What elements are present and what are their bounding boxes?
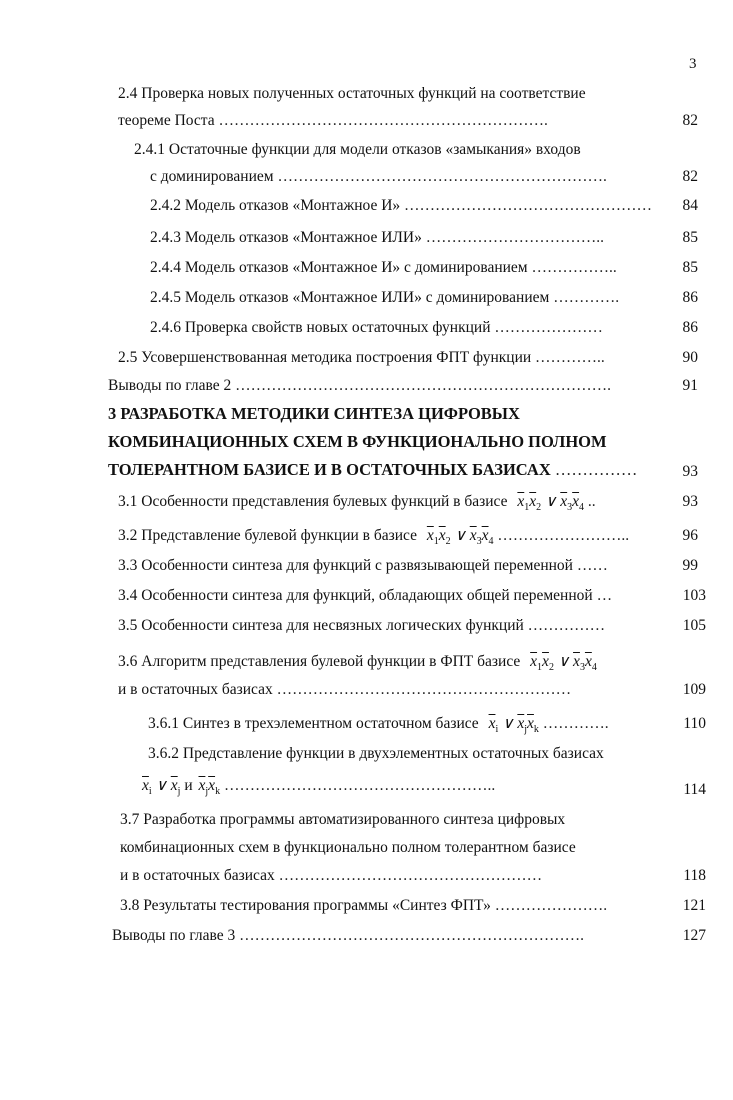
toc-entry-text: 3.8 Результаты тестирования программы «Синтез ФПТ»: [120, 897, 491, 914]
toc-entry-conclusions-2[interactable]: Выводы по главе 2 ……………………………………………………………….: [108, 377, 612, 394]
toc-entry-2-4-2[interactable]: 2.4.2 Модель отказов «Монтажное И» …………………………………………: [150, 197, 653, 214]
formula-xi-or-xjxk: $\overline{x}_i$ ∨ $\overline{x}_j\overline{x}_k$: [488, 715, 539, 736]
toc-chapter-3-heading-line1[interactable]: [108, 404, 520, 424]
toc-entry-text: 2.5 Усовершенствованная методика построения ФПТ функции: [118, 349, 532, 366]
toc-entry-text: 3.6.1 Синтез в трехэлементном остаточном базисе: [148, 715, 479, 732]
toc-entry-text: и в остаточных базисах: [118, 681, 273, 698]
formula-x1x2-or-x3x4: $\overline{x}_1\overline{x}_2$ ∨ $\overline{x}_3\overline{x}_4$: [426, 527, 494, 548]
toc-entry-text: 2.4.5 Модель отказов «Монтажное ИЛИ» с доминированием: [150, 289, 550, 306]
toc-entry-2-4-3[interactable]: 2.4.3 Модель отказов «Монтажное ИЛИ» ……………………………..: [150, 229, 604, 246]
toc-entry-2-4-1[interactable]: [134, 140, 581, 160]
toc-entry-text: 3.6.2 Представление функции в двухэлементных остаточных базисах: [148, 745, 604, 762]
toc-page-number: 82: [682, 168, 698, 185]
toc-page-number: 85: [682, 229, 698, 246]
toc-entry-3-4[interactable]: 3.4 Особенности синтеза для функций, обладающих общей переменной …: [118, 587, 613, 604]
toc-entry-3-2[interactable]: 3.2 Представление булевой функции в базисе $\overline{x}_1\overline{x}_2$ ∨ $\overline{x}_3\overline{x}_4$ ……………………..: [118, 527, 630, 548]
toc-entry-text: с доминированием: [150, 168, 274, 185]
toc-entry-text: 3 РАЗРАБОТКА МЕТОДИКИ СИНТЕЗА ЦИФРОВЫХ: [108, 404, 520, 423]
toc-page-number: 114: [683, 781, 706, 798]
toc-entry-text: Выводы по главе 3: [112, 927, 236, 944]
formula-x1x2-or-x3x4: $\overline{x}_1\overline{x}_2$ ∨ $\overline{x}_3\overline{x}_4$: [517, 493, 585, 514]
toc-entry-text: 3.6 Алгоритм представления булевой функции в ФПТ базисе: [118, 653, 521, 670]
toc-entry-3-6-2[interactable]: [148, 744, 604, 764]
toc-entry-2-4-1-cont[interactable]: с доминированием ……………………………………………………….: [150, 168, 607, 185]
toc-entry-2-5[interactable]: 2.5 Усовершенствованная методика построения ФПТ функции …………..: [118, 349, 605, 366]
toc-page-number: 99: [682, 557, 698, 574]
toc-page-number: 105: [682, 617, 706, 634]
toc-chapter-3-heading-line3[interactable]: ТОЛЕРАНТНОМ БАЗИСЕ И В ОСТАТОЧНЫХ БАЗИСАХ ……………: [108, 460, 638, 479]
toc-chapter-3-heading-line2[interactable]: [108, 432, 607, 452]
toc-entry-text: 2.4.1 Остаточные функции для модели отказов «замыкания» входов: [134, 141, 581, 158]
toc-entry-text: Выводы по главе 2: [108, 377, 232, 394]
toc-page-number: 85: [682, 259, 698, 276]
toc-entry-text: комбинационных схем в функционально полном толерантном базисе: [120, 839, 576, 856]
toc-entry-3-7-cont2[interactable]: и в остаточных базисах ……………………………………………: [120, 867, 543, 884]
toc-entry-text: и: [184, 777, 193, 794]
toc-entry-2-4-cont[interactable]: теореме Поста ……………………………………………………….: [118, 112, 548, 129]
toc-entry-2-4-4[interactable]: 2.4.4 Модель отказов «Монтажное И» с доминированием ……………..: [150, 259, 617, 276]
toc-entry-conclusions-3[interactable]: Выводы по главе 3 ………………………………………………………….: [112, 927, 585, 944]
formula-x1x2-or-x3x4: $\overline{x}_1\overline{x}_2$ ∨ $\overline{x}_3\overline{x}_4$: [530, 653, 597, 674]
toc-page-number: 86: [682, 289, 698, 306]
toc-page-number: 110: [683, 715, 706, 732]
toc-entry-text: КОМБИНАЦИОННЫХ СХЕМ В ФУНКЦИОНАЛЬНО ПОЛНОМ: [108, 432, 607, 451]
toc-page-number: 103: [682, 587, 706, 604]
toc-entry-text: ТОЛЕРАНТНОМ БАЗИСЕ И В ОСТАТОЧНЫХ БАЗИСАХ: [108, 460, 551, 479]
toc-entry-text: 3.4 Особенности синтеза для функций, обладающих общей переменной: [118, 587, 593, 604]
toc-page-number: 91: [682, 377, 698, 394]
toc-entry-text: 2.4.2 Модель отказов «Монтажное И»: [150, 197, 401, 214]
toc-page-number: 86: [682, 319, 698, 336]
toc-entry-text: 3.1 Особенности представления булевых функций в базисе: [118, 493, 508, 510]
formula-xi-or-xj: $\overline{x}_i$ ∨ $\overline{x}_j$: [142, 777, 181, 798]
toc-page-number: 96: [682, 527, 698, 544]
toc-page-number: 121: [682, 897, 706, 914]
toc-entry-3-7-cont[interactable]: [120, 838, 576, 858]
toc-page-number: 90: [682, 349, 698, 366]
toc-entry-text: 2.4.6 Проверка свойств новых остаточных функций: [150, 319, 491, 336]
toc-page-number: 82: [682, 112, 698, 129]
toc-entry-3-7[interactable]: [120, 810, 565, 830]
toc-page-number: 84: [682, 197, 698, 214]
toc-entry-text: 2.4 Проверка новых полученных остаточных функций на соответствие: [118, 85, 586, 102]
toc-entry-3-1[interactable]: 3.1 Особенности представления булевых функций в базисе $\overline{x}_1\overline{x}_2$ ∨ $\overline{x}_3\overline{x}_4$ ..: [118, 493, 596, 514]
toc-entry-3-6-1[interactable]: 3.6.1 Синтез в трехэлементном остаточном базисе $\overline{x}_i$ ∨ $\overline{x}_j\overline{x}_k$ ………….: [148, 715, 609, 736]
toc-entry-text: 3.3 Особенности синтеза для функций с развязывающей переменной: [118, 557, 573, 574]
toc-entry-3-3[interactable]: 3.3 Особенности синтеза для функций с развязывающей переменной ……: [118, 557, 608, 574]
toc-entry-3-6[interactable]: [118, 652, 597, 678]
toc-entry-3-6-2-cont[interactable]: $\overline{x}_i$ ∨ $\overline{x}_j$ и $\overline{x}_j\overline{x}_k$ ……………………………………………..: [142, 777, 496, 798]
toc-entry-3-5[interactable]: 3.5 Особенности синтеза для несвязных логических функций ……………: [118, 617, 606, 634]
toc-entry-3-8[interactable]: 3.8 Результаты тестирования программы «Синтез ФПТ» ………………….: [120, 897, 608, 914]
toc-page-number: 127: [682, 927, 706, 944]
toc-page-number: 118: [683, 867, 706, 884]
toc-entry-text: 2.4.3 Модель отказов «Монтажное ИЛИ»: [150, 229, 422, 246]
toc-entry-text: 3.5 Особенности синтеза для несвязных логических функций: [118, 617, 524, 634]
toc-page-number: 93: [682, 493, 698, 510]
toc-page-number: 109: [682, 681, 706, 698]
page-number: 3: [689, 56, 697, 72]
formula-xjxk: $\overline{x}_j\overline{x}_k$: [198, 777, 221, 798]
toc-entry-text: и в остаточных базисах: [120, 867, 275, 884]
toc-entry-2-4-6[interactable]: 2.4.6 Проверка свойств новых остаточных функций …………………: [150, 319, 603, 336]
toc-page-number: 93: [682, 463, 698, 480]
toc-entry-text: 2.4.4 Модель отказов «Монтажное И» с доминированием: [150, 259, 528, 276]
toc-entry-2-4[interactable]: [118, 84, 586, 104]
toc-entry-text: 3.2 Представление булевой функции в базисе: [118, 527, 417, 544]
toc-entry-text: 3.7 Разработка программы автоматизированного синтеза цифровых: [120, 811, 566, 828]
toc-entry-2-4-5[interactable]: 2.4.5 Модель отказов «Монтажное ИЛИ» с доминированием ………….: [150, 289, 620, 306]
toc-entry-3-6-cont[interactable]: и в остаточных базисах …………………………………………………: [118, 681, 572, 698]
toc-entry-text: теореме Поста: [118, 112, 215, 129]
